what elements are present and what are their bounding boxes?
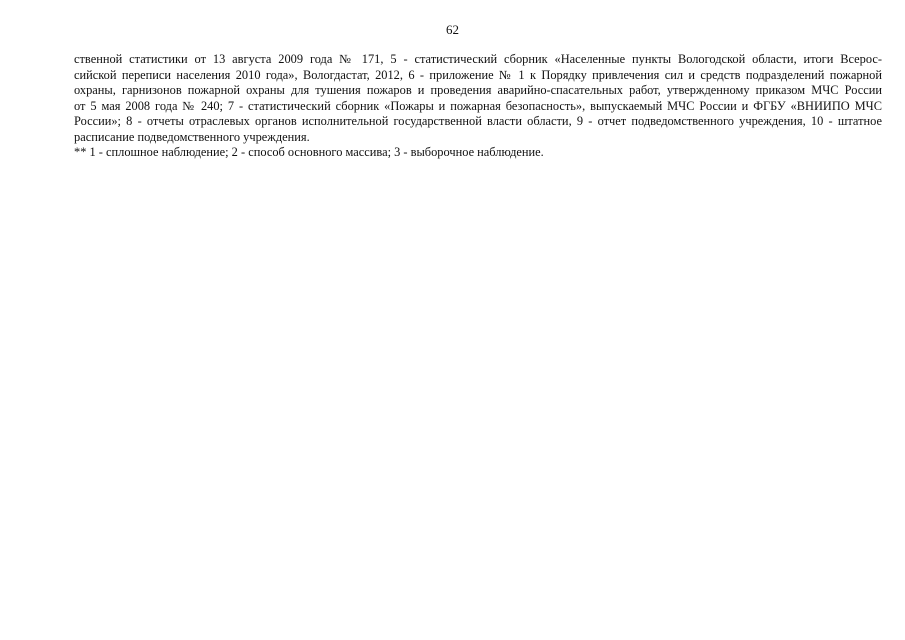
paragraph-line-4: от 5 мая 2008 года № 240; 7 - статистический сборник «Пожары и пожарная безопасность», выпускаемый МЧС России и ФГБУ «ВНИИПО МЧС (74, 98, 882, 113)
paragraph-line-6: расписание подведомственного учреждения. (74, 129, 310, 144)
paragraph-line-5: России»; 8 - отчеты отраслевых органов исполнительной государственной власти области, 9 - отчет подведомственного учреждения, 10 - штатное (74, 114, 882, 129)
page-number: 62 (446, 22, 459, 37)
paragraph-line-2: сийской переписи населения 2010 года», Вологдастат, 2012, 6 - приложение № 1 к Порядку привлечения сил и средств подразделений пожарной (74, 67, 882, 82)
sources-continuation-paragraph (74, 52, 882, 146)
footnote-observation-methods: ** 1 - сплошное наблюдение; 2 - способ основного массива; 3 - выборочное наблюдение. (74, 145, 544, 159)
paragraph-line-1: ственной статистики от 13 августа 2009 года № 171, 5 - статистический сборник «Населенные пункты Вологодской области, итоги Всерос- (74, 52, 882, 66)
paragraph-line-3: охраны, гарнизонов пожарной охраны для тушения пожаров и проведения аварийно-спасательных работ, утвержденному приказом МЧС России (74, 83, 882, 98)
